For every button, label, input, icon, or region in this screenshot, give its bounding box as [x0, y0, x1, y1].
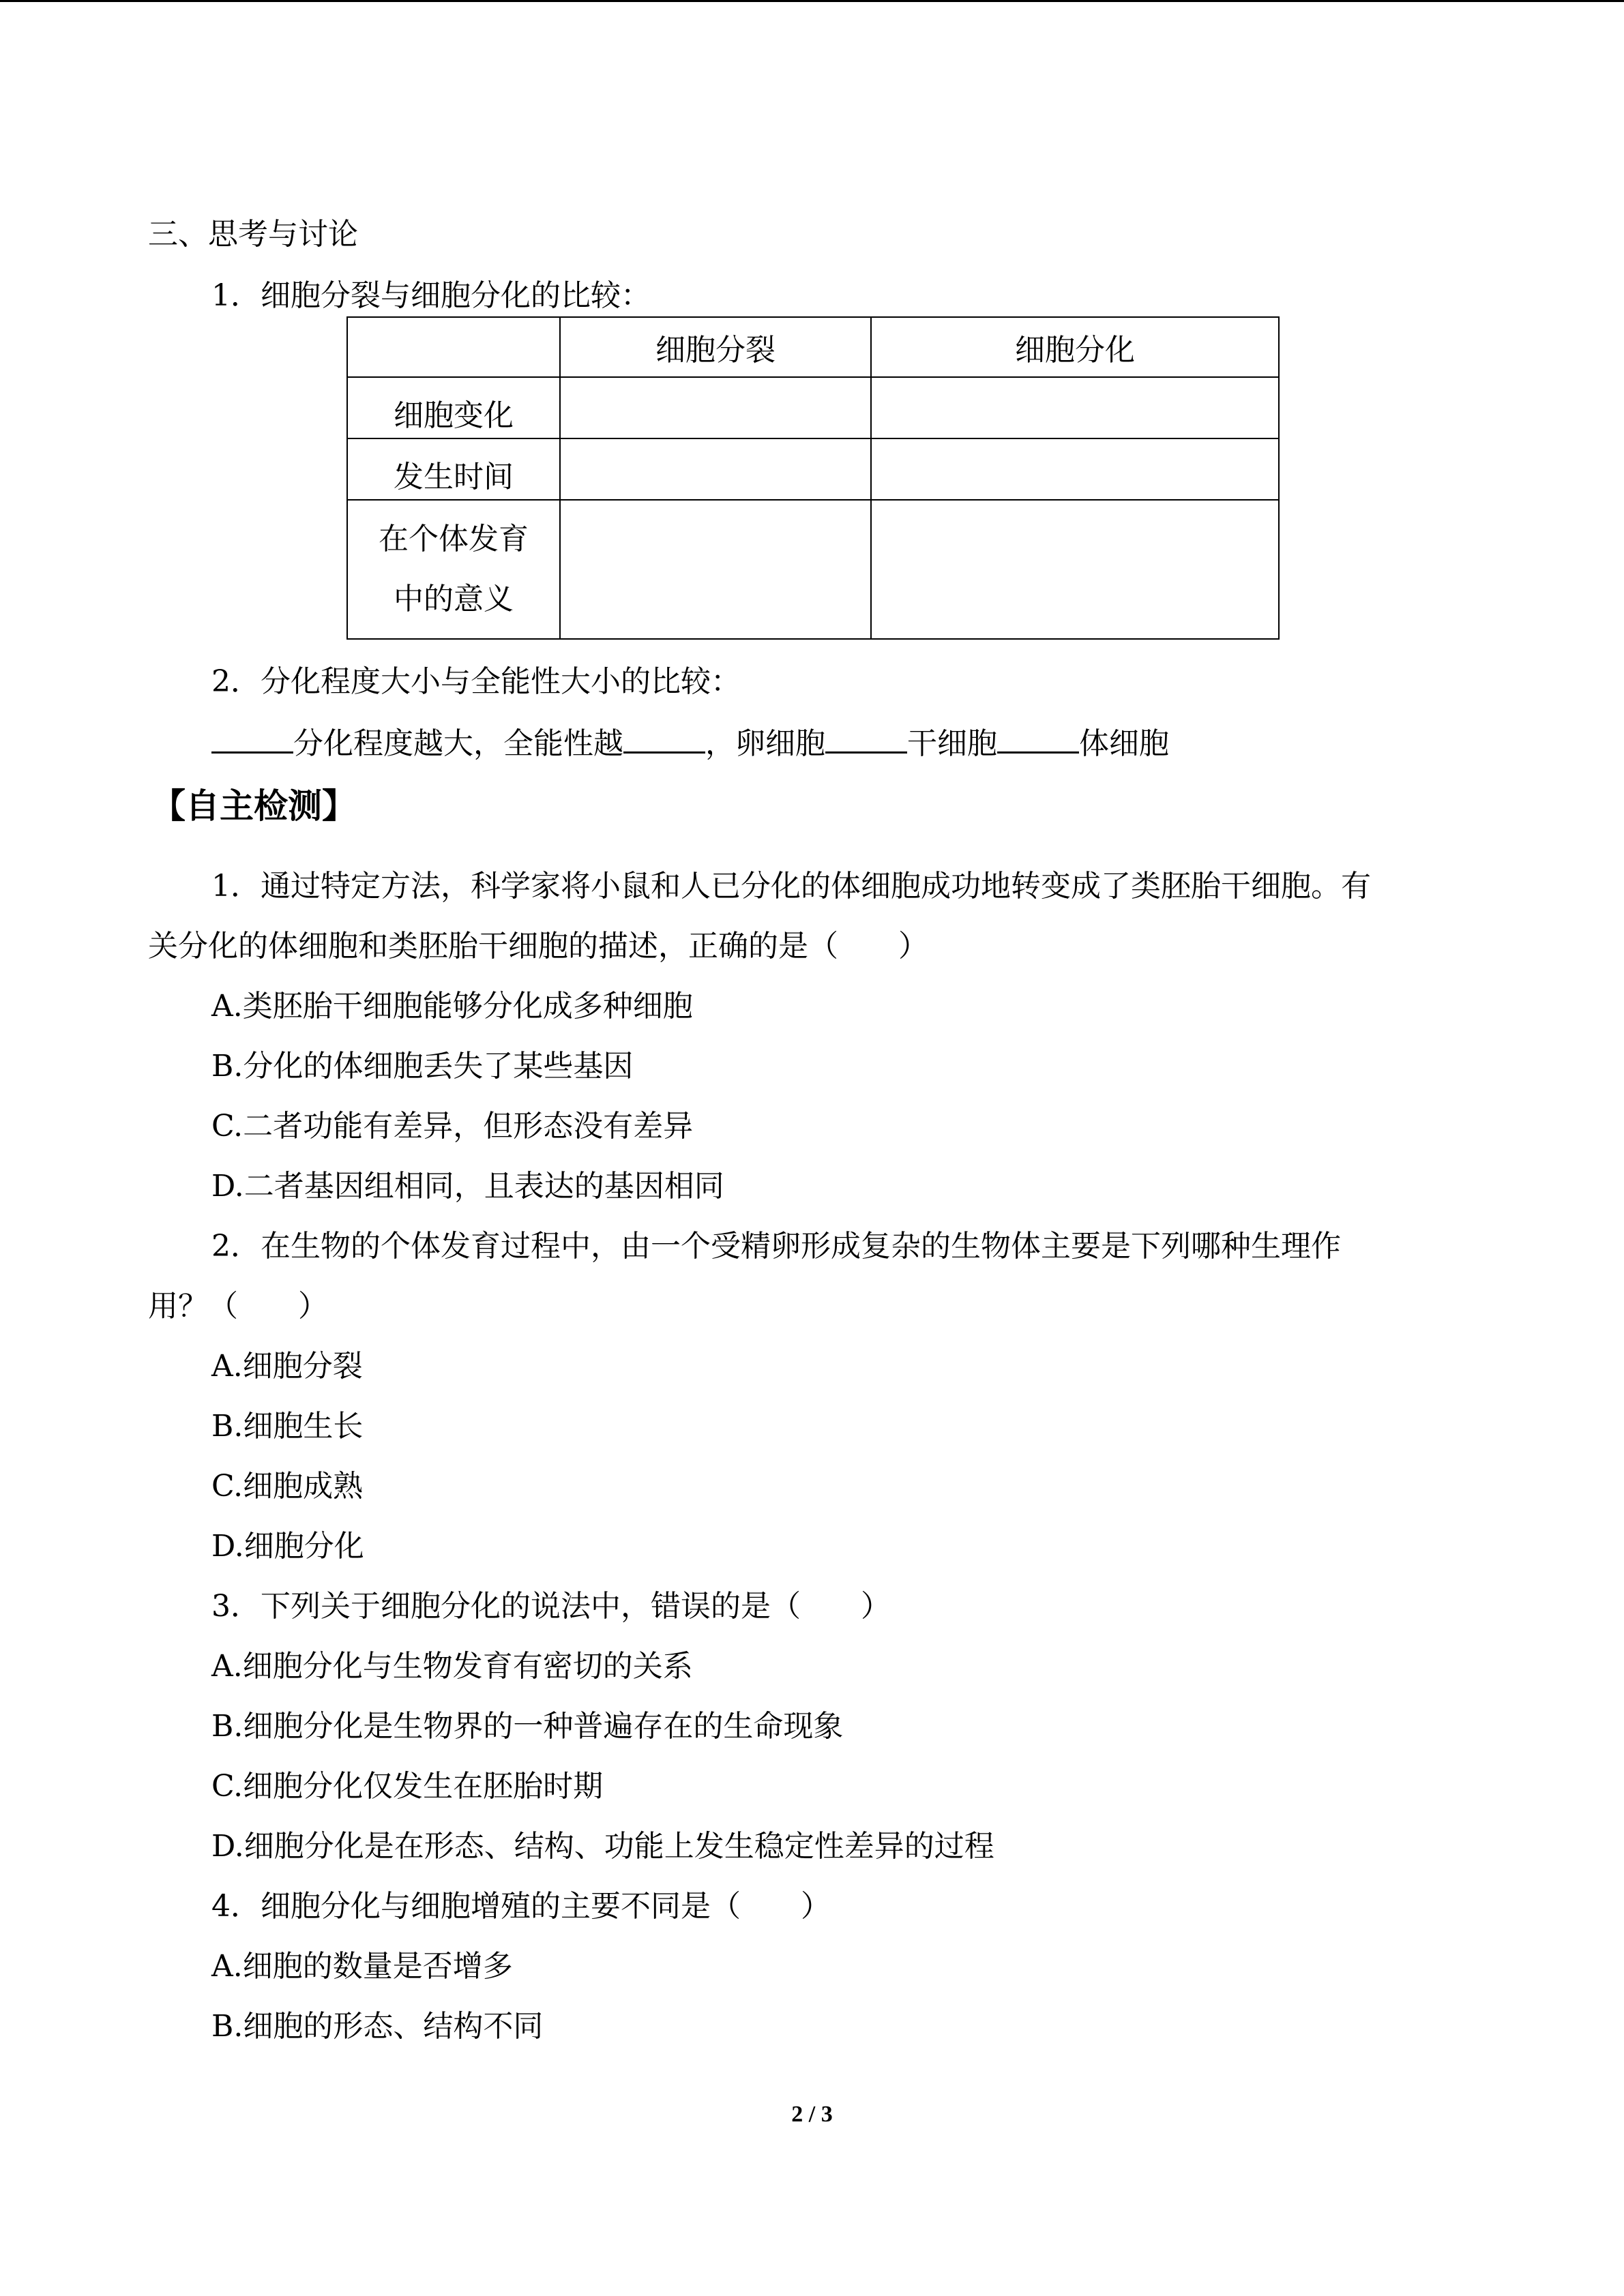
option-c: C.细胞成熟 — [211, 1469, 364, 1504]
question-stem: 关分化的体细胞和类胚胎干细胞的描述，正确的是（ ） — [148, 929, 928, 964]
row-label-text: 细胞变化 — [394, 398, 514, 433]
option-d: D.细胞分化是在形态、结构、功能上发生稳定性差异的过程 — [211, 1829, 994, 1864]
question-2-stem: 2．分化程度大小与全能性大小的比较： — [211, 664, 741, 699]
row-label-text: 在个体发育 — [379, 522, 529, 556]
table-row — [347, 438, 1279, 500]
table-row-label — [347, 377, 560, 438]
option-a: A.类胚胎干细胞能够分化成多种细胞 — [211, 989, 693, 1024]
question-stem: 4．细胞分化与细胞增殖的主要不同是（ ） — [211, 1889, 831, 1924]
option-a: A.细胞分裂 — [211, 1349, 363, 1384]
table-cell — [871, 438, 1279, 500]
fill-text: 体细胞 — [1079, 726, 1169, 761]
answer-blank[interactable] — [997, 721, 1079, 754]
question-stem: 1．通过特定方法，科学家将小鼠和人已分化的体细胞成功地转变成了类胚胎干细胞。有 — [211, 869, 1371, 904]
table-cell — [560, 377, 871, 438]
option-b: B.分化的体细胞丢失了某些基因 — [211, 1049, 634, 1084]
option-d: D.细胞分化 — [211, 1529, 364, 1564]
answer-blank[interactable] — [825, 721, 907, 754]
answer-blank[interactable] — [623, 721, 705, 754]
table-cell — [871, 500, 1279, 639]
option-b: B.细胞分化是生物界的一种普遍存在的生命现象 — [211, 1709, 844, 1744]
table-cell — [871, 377, 1279, 438]
table-row-label — [347, 438, 560, 500]
option-a: A.细胞分化与生物发育有密切的关系 — [211, 1649, 693, 1684]
question-stem: 3．下列关于细胞分化的说法中，错误的是（ ） — [211, 1589, 891, 1624]
answer-blank[interactable] — [211, 721, 293, 754]
question-1-stem: 1．细胞分裂与细胞分化的比较： — [211, 278, 651, 313]
row-label-text: 发生时间 — [394, 460, 514, 494]
option-c: C.细胞分化仅发生在胚胎时期 — [211, 1769, 604, 1804]
table-header-row — [347, 317, 1279, 377]
row-label-text: 中的意义 — [394, 582, 514, 616]
option-a: A.细胞的数量是否增多 — [211, 1949, 513, 1984]
fill-text: 分化程度越大，全能性越 — [293, 726, 623, 761]
page-number: 2 / 3 — [791, 2102, 833, 2127]
table-row — [347, 377, 1279, 438]
table-header-cell: 细胞分裂 — [560, 317, 871, 377]
table-row — [347, 500, 1279, 639]
section-title: 三、思考与讨论 — [148, 217, 358, 252]
table-header-cell — [347, 317, 560, 377]
table-header-cell: 细胞分化 — [871, 317, 1279, 377]
option-d: D.二者基因组相同，且表达的基因相同 — [211, 1169, 724, 1204]
option-c: C.二者功能有差异，但形态没有差异 — [211, 1109, 694, 1144]
self-test-heading: 【自主检测】 — [151, 786, 356, 826]
table-cell — [560, 438, 871, 500]
option-b: B.细胞的形态、结构不同 — [211, 2009, 544, 2044]
fill-text: 干细胞 — [907, 726, 997, 761]
question-2-fill — [211, 721, 1169, 764]
comparison-table — [346, 316, 1280, 640]
table-cell — [560, 500, 871, 639]
table-row-label — [347, 500, 560, 639]
question-stem: 用？（ ） — [148, 1289, 328, 1324]
question-stem: 2．在生物的个体发育过程中，由一个受精卵形成复杂的生物体主要是下列哪种生理作 — [211, 1229, 1341, 1264]
option-b: B.细胞生长 — [211, 1409, 364, 1444]
fill-text: ，卵细胞 — [705, 726, 825, 761]
top-border-line — [0, 0, 1624, 2]
